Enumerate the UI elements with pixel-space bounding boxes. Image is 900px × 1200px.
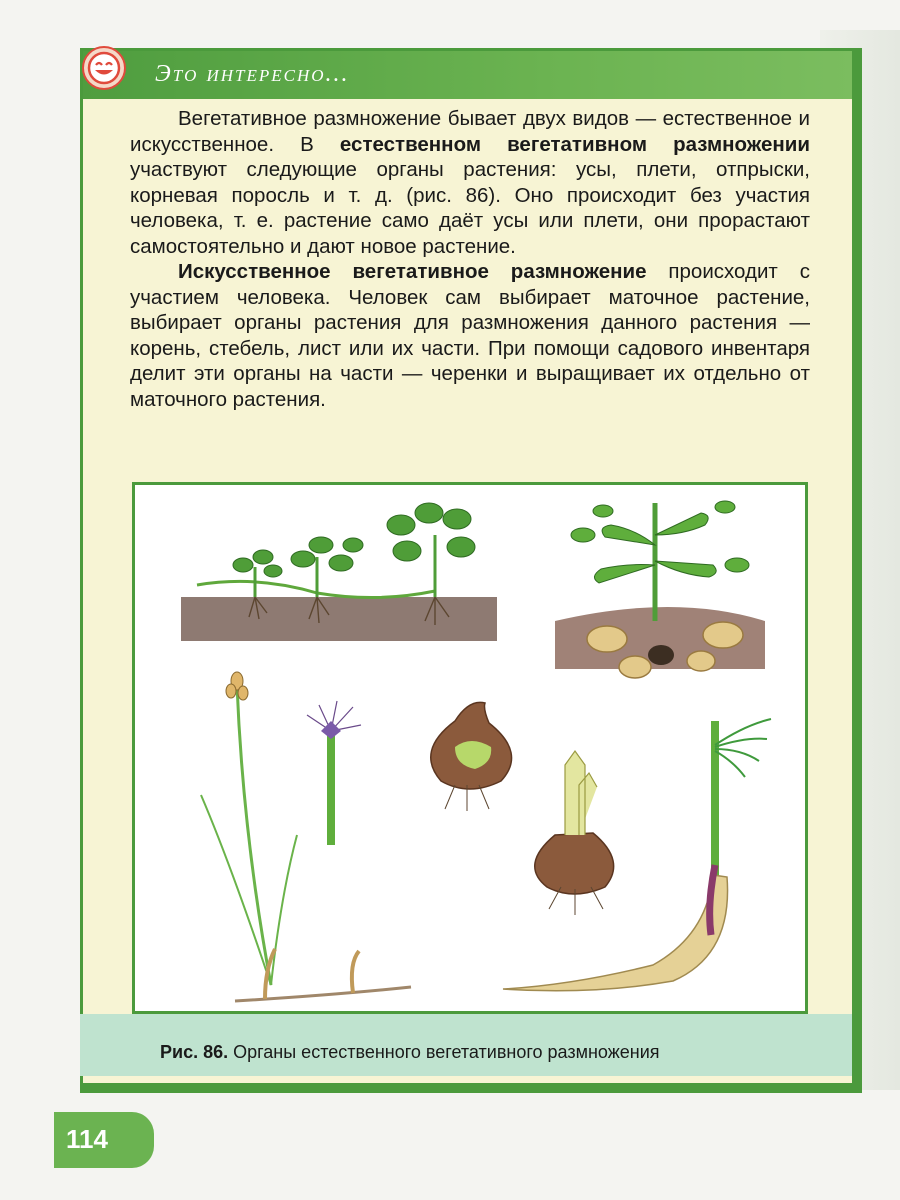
plant-illustration — [135, 485, 805, 1011]
smiley-face-icon — [82, 46, 126, 90]
figure-caption — [160, 1042, 660, 1063]
page-number: 114 — [66, 1124, 108, 1154]
figure-caption-text: Органы естественного вегетативного размножения — [228, 1042, 660, 1062]
info-box-header — [83, 51, 852, 99]
info-box-title: Это интересно... — [155, 61, 350, 87]
paragraph-1-text-a: Вегетативное размножение бывает двух видов — естественное и искусственное. В — [130, 107, 810, 156]
figure-caption-label: Рис. 86. — [160, 1042, 229, 1062]
paragraph-1-text-b: участвуют следующие органы растения: усы, плети, отпрыски, корневая поросль и т. д. (рис. 86). Оно происходит без участия человека, т. е. растение само даёт усы или плети, они прорастают самостоятельно и дают новое растение. — [130, 158, 810, 258]
paragraph-2-text: происходит с участием человека. Человек сам выбирает маточное растение, выбирает органы растения для размножения данного растения — корень, стебель, лист или их части. При помощи садового инвентаря делит эти органы на части — черенки и выращивает их отдельно от маточного растения. — [130, 260, 810, 411]
paragraph-1 — [130, 106, 810, 259]
potato-plant-illustration — [555, 501, 765, 678]
bulb-illustrations — [431, 702, 614, 915]
grass-plant-illustration — [201, 672, 411, 1001]
term-artificial-propagation: Искусственное вегетативное размножение — [178, 260, 647, 283]
term-natural-propagation: естественном вегетативном размножении — [339, 132, 810, 156]
strawberry-runners-illustration — [181, 503, 497, 641]
figure-86 — [132, 482, 808, 1014]
paragraph-2 — [130, 259, 810, 412]
main-text — [130, 106, 810, 412]
